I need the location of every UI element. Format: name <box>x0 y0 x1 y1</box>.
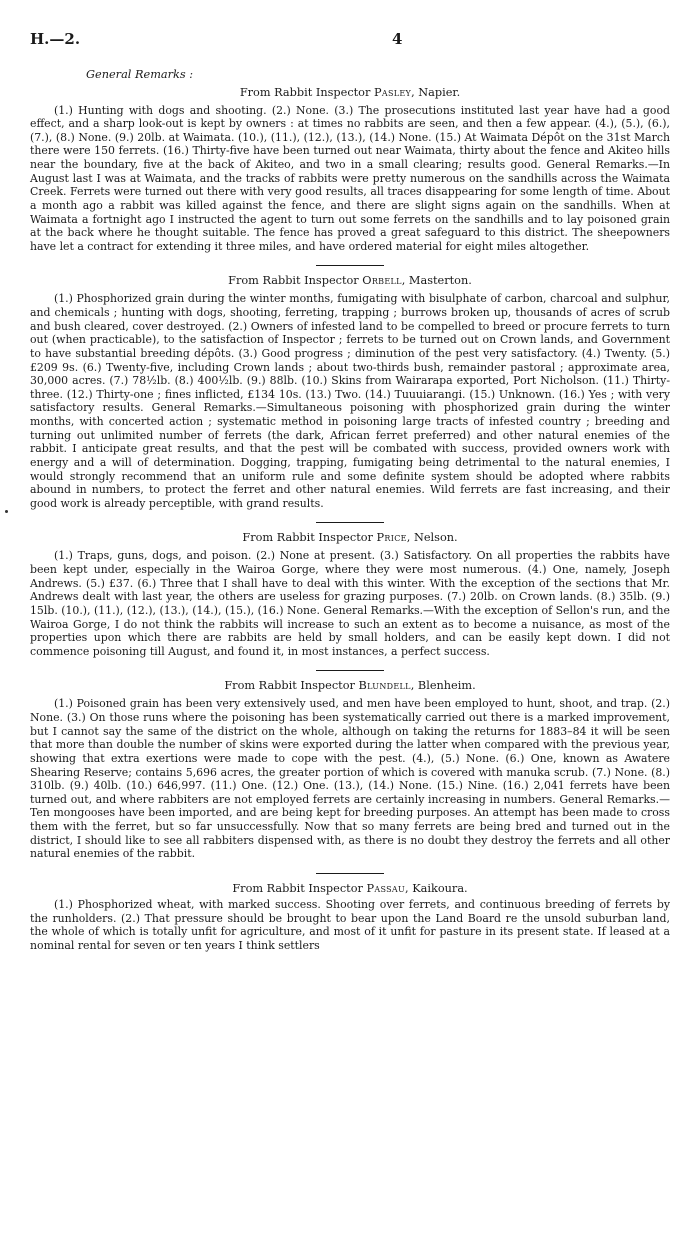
inspector-location: , Napier. <box>411 85 461 99</box>
heading-prefix: From Rabbit Inspector <box>228 274 363 288</box>
inspector-name: Blundell <box>358 679 411 693</box>
inspector-name: Pasley <box>373 85 412 99</box>
section-heading-price <box>30 531 670 545</box>
page-number: 4 <box>392 30 403 48</box>
section-divider <box>316 265 384 266</box>
section-divider <box>316 873 384 874</box>
section-divider <box>316 670 384 671</box>
section-divider <box>316 522 384 523</box>
heading-prefix: From Rabbit Inspector <box>242 531 377 545</box>
section-heading-orbell <box>30 274 670 288</box>
document-reference: H.—2. <box>30 30 81 48</box>
section-heading-pasley <box>30 86 670 100</box>
section-heading-passau <box>30 882 670 896</box>
inspector-location: , Masterton. <box>401 274 472 288</box>
heading-prefix: From Rabbit Inspector <box>239 85 374 99</box>
inspector-location: , Nelson. <box>406 531 458 545</box>
general-remarks-heading: General Remarks : <box>86 68 194 81</box>
report-passau: (1.) Phosphorized wheat, with marked success. Shooting over ferrets, and continuous breeding of ferrets by the runholders. (2.) That pressure should be brought to bear upon the Land Board re the unsold suburban land, the whole of which is totally unfit for agriculture, and most of it unfit for pasture in its present state. If leased at a nominal rental for seven or ten years I think settlers <box>30 897 670 952</box>
inspector-location: , Kaikoura. <box>405 881 468 895</box>
heading-prefix: From Rabbit Inspector <box>232 881 367 895</box>
inspector-name: Passau <box>366 881 406 895</box>
inspector-name: Price <box>376 531 407 545</box>
section-heading-blundell <box>30 679 670 693</box>
report-orbell: (1.) Phosphorized grain during the winter months, fumigating with bisulphate of carbon, charcoal and sulphur, and chemicals ; hunting with dogs, shooting, ferreting, trapping ; burrows broken up, thousands of acres of scrub and bush cleared, cover destroyed. (2.) Owners of infested land to be compelled to breed or procure ferrets to turn out (when practicable), to the satisfaction of Inspector ; ferrets to be turned out on Crown lands, and Government to have substantial breeding dépôts. (3.) Good progress ; diminution of the pest very satisfactory. (4.) Twenty. (5.) £209 9s. (6.) Twenty-five, including Crown lands ; about two-thirds bush, remainder pastoral ; approximate area, 30,000 acres. (7.) 78½lb. (8.) 400½lb. (9.) 88lb. (10.) Skins from Wairarapa exported, Port Nicholson. (11.) Thirty-three. (12.) Thirty-one ; fines inflicted, £134 10s. (13.) Two. (14.) Tuuuiarangi. (15.) Unknown. (16.) Yes ; with very satisfactory results. General Remarks.—Simultaneous poisoning with phosphorized grain during the winter months, with concerted action ; systematic method in poisoning large tracts of infested country ; breeding and turning out unlimited number of ferrets (the dark, African ferret preferred) and other natural enemies of the rabbit. I anticipate great results, and that the pest will be combated with success, provided owners work with energy and a will of determination. Dogging, trapping, fumigating being detrimental to the natural enemies, I would strongly recommend that an uniform rule and some definite system should be adopted where rabbits abound in numbers, to protect the ferret and other natural enemies. Wild ferrets are fast increasing, and their good work is already perceptible, with grand results. <box>30 292 670 510</box>
report-price: (1.) Traps, guns, dogs, and poison. (2.) None at present. (3.) Satisfactory. On all properties the rabbits have been kept under, especially in the Wairoa Gorge, where they were most numerous. (4.) One, namely, Joseph Andrews. (5.) £37. (6.) Three that I shall have to deal with this winter. With the exception of the sections that Mr. Andrews dealt with last year, the others are useless for grazing purposes. (7.) 20lb. on Crown lands. (8.) 35lb. (9.) 15lb. (10.), (11.), (12.), (13.), (14.), (15.), (16.) None. General Remarks.—With the exception of Sellon's run, and the Wairoa Gorge, I do not think the rabbits will increase to such an extent as to become a nuisance, as most of the properties upon which there are rabbits are held by small holders, and can be easily kept down. I did not commence poisoning till August, and found it, in most instances, a perfect success. <box>30 549 670 658</box>
heading-prefix: From Rabbit Inspector <box>224 679 359 693</box>
report-blundell: (1.) Poisoned grain has been very extensively used, and men have been employed to hunt, shoot, and trap. (2.) None. (3.) On those runs where the poisoning has been systematically carried out there is a marked improvement, but I cannot say the same of the district on the whole, although on taking the returns for 1883–84 it will be seen that more than double the number of skins were exported during the latter when compared with the previous year, showing that extra exertions were made to cope with the pest. (4.), (5.) None. (6.) One, known as Awatere Shearing Reserve; contains 5,696 acres, the greater portion of which is covered with manuka scrub. (7.) None. (8.) 310lb. (9.) 40lb. (10.) 646,997. (11.) One. (12.) One. (13.), (14.) None. (15.) Nine. (16.) 2,041 ferrets have been turned out, and where rabbiters are not employed ferrets are certainly increasing in numbers. General Remarks.—Ten mongooses have been imported, and are being kept for breeding purposes. An attempt has been made to cross them with the ferret, but so far unsuccessfully. Now that so many ferrets are being bred and turned out in the district, I should like to see all rabbiters dispensed with, as there is no doubt they destroy the ferrets and all other natural enemies of the rabbit. <box>30 697 670 861</box>
page-header <box>30 30 670 54</box>
inspector-location: , Blenheim. <box>410 679 476 693</box>
report-pasley: (1.) Hunting with dogs and shooting. (2.) None. (3.) The prosecutions instituted last year have had a good effect, and a sharp look-out is kept by owners : at times no rabbits are seen, and then a few appear. (4.), (5.), (6.), (7.), (8.) None. (9.) 20lb. at Waimata. (10.), (11.), (12.), (13.), (14.) None. (15.) At Waimata Dépôt on the 31st March there were 150 ferrets. (16.) Thirty-five have been turned out near Waimata, thirty about the fence and Akiteo hills near the boundary, five at the back of Akiteo, and two in a small clearing; results good. General Remarks.—In August last I was at Waimata, and the tracks of rabbits were pretty numerous on the sandhills across the Waimata Creek. Ferrets were turned out there with very good results, all traces disappearing for some length of time. About a month ago a rabbit was killed against the fence, and there are slight signs again on the sandhills. When at Waimata a fortnight ago I instructed the agent to turn out some ferrets on the sandhills and to lay poisoned grain at the back where he thought suitable. The fence has proved a great safeguard to this district. The sheepowners have let a contract for extending it three miles, and have ordered material for eight miles altogether. <box>30 103 670 253</box>
margin-speck <box>5 510 8 513</box>
inspector-name: Orbell <box>362 274 402 288</box>
